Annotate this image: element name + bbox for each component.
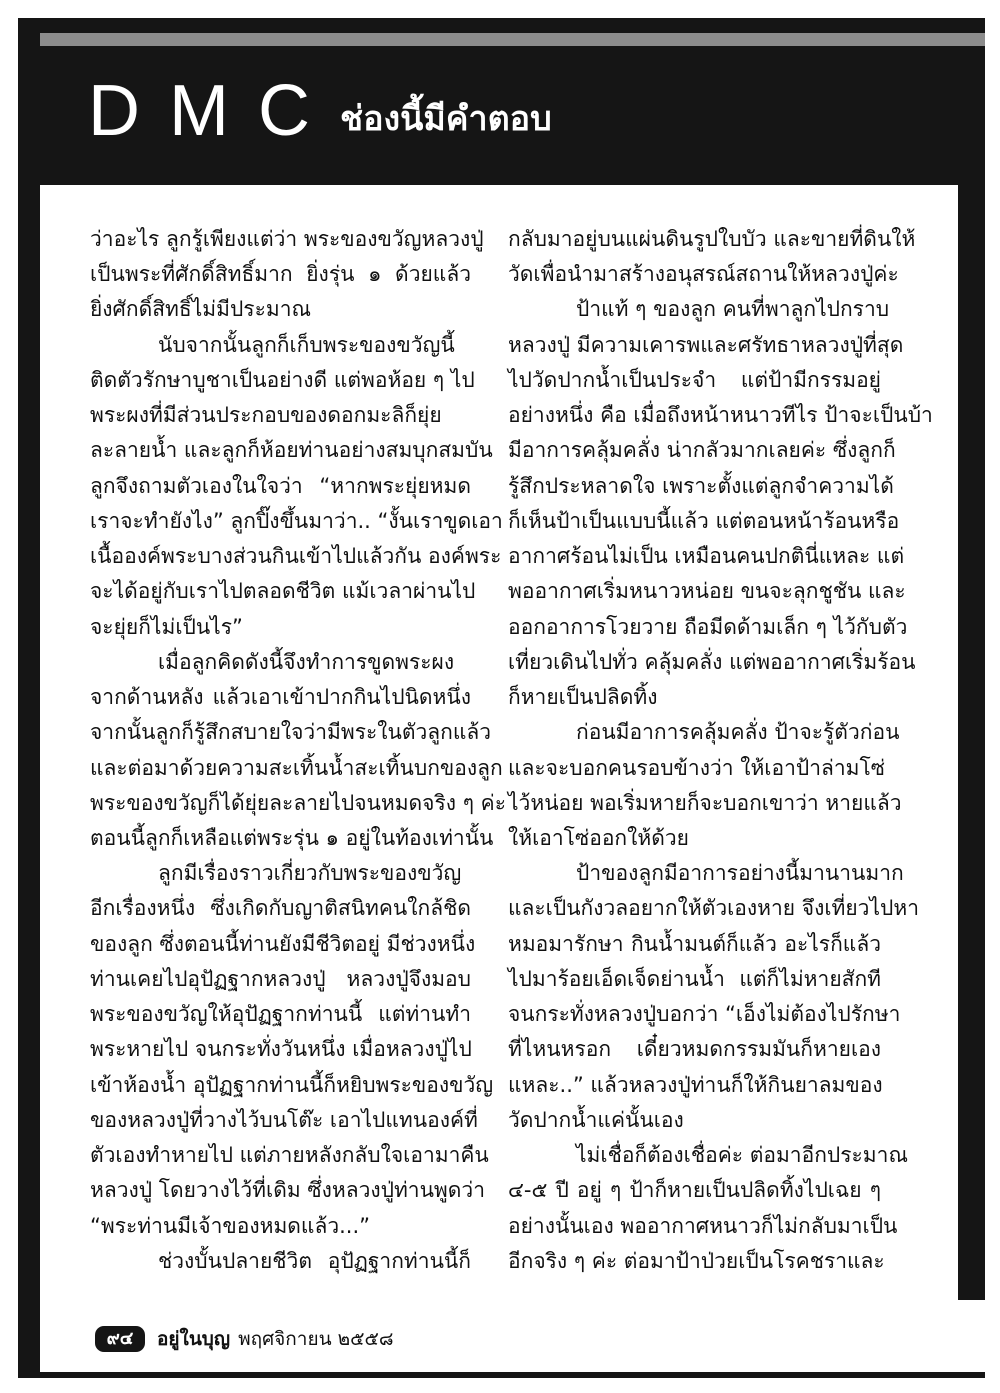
text-line: หลวงปู่ โดยวางไว้ที่เดิม ซึ่งหลวงปู่ท่านพูดว่า: [90, 1178, 486, 1203]
text-line: ไปวัดปากน้ำเป็นประจำ แต่ป้ามีกรรมอยู่: [508, 367, 881, 392]
text-line: รู้สึกประหลาดใจ เพราะตั้งแต่ลูกจำความได้: [508, 473, 894, 498]
text-line: ของลูก ซึ่งตอนนี้ท่านยังมีชีวิตอยู่ มีช่วงหนึ่ง: [90, 931, 476, 956]
article-column-left: [90, 222, 506, 1294]
text-line: และต่อมาด้วยความสะเทิ้นน้ำสะเทิ้นบกของลูก: [90, 755, 503, 780]
text-line: ตัวเองทำหายไป แต่ภายหลังกลับใจเอามาคืน: [90, 1143, 489, 1168]
text-line: เข้าห้องน้ำ อุปัฏฐากท่านนี้ก็หยิบพระของขวัญ: [90, 1072, 494, 1097]
page-number-badge: ๙๔: [95, 1326, 145, 1352]
article-column-right: [508, 222, 933, 1294]
text-line: ออกอาการโวยวาย ถือมีดด้ามเล็ก ๆ ไว้กับตัว: [508, 614, 908, 639]
text-line: ตอนนี้ลูกก็เหลือแต่พระรุ่น ๑ อยู่ในท้องเท่านั้น: [90, 825, 494, 850]
text-line: ว่าอะไร ลูกรู้เพียงแต่ว่า พระของขวัญหลวงปู่: [90, 227, 484, 251]
text-line: อย่างหนึ่ง คือ เมื่อถึงหน้าหนาวทีไร ป้าจะเป็นบ้า: [508, 403, 933, 428]
page-footer: [95, 1324, 394, 1354]
text-line: พระผงที่มีส่วนประกอบของดอกมะลิก็ยุ่ย: [90, 403, 442, 428]
text-line: “พระท่านมีเจ้าของหมดแล้ว...”: [90, 1213, 371, 1238]
text-line: พระของขวัญก็ได้ยุ่ยละลายไปจนหมดจริง ๆ ค่ะ: [90, 790, 506, 815]
section-subtitle: ช่องนี้มีคำตอบ: [340, 99, 552, 139]
text-line: พระหายไป จนกระทั่งวันหนึ่ง เมื่อหลวงปู่ไป: [90, 1037, 472, 1062]
text-line: หลวงปู่ มีความเคารพและศรัทธาหลวงปู่ที่สุด: [508, 332, 904, 357]
paragraph-first-line: นับจากนั้นลูกก็เก็บพระของขวัญนี้: [158, 332, 455, 357]
paragraph-first-line: ป้าของลูกมีอาการอย่างนี้มานานมาก: [576, 861, 904, 886]
issue-date: พฤศจิกายน ๒๕๕๘: [238, 1328, 394, 1350]
text-line: และเป็นกังวลอยากให้ตัวเองหาย จึงเที่ยวไปหา: [508, 896, 919, 921]
text-line: ๔-๕ ปี อยู่ ๆ ป้าก็หายเป็นปลิดทิ้งไปเฉย ๆ: [508, 1178, 881, 1203]
text-line: ของหลวงปู่ที่วางไว้บนโต๊ะ เอาไปแทนองค์ที่: [90, 1107, 478, 1132]
text-line: ไว้หน่อย พอเริ่มหายก็จะบอกเขาว่า หายแล้ว: [508, 790, 902, 815]
text-line: จนกระทั่งหลวงปู่บอกว่า “เอ็งไม่ต้องไปรักษา: [508, 1002, 901, 1027]
text-line: และจะบอกคนรอบข้างว่า ให้เอาป้าล่ามโซ่: [508, 755, 886, 780]
left-frame-strip: [18, 18, 40, 1378]
paragraph-first-line: ป้าแท้ ๆ ของลูก คนที่พาลูกไปกราบ: [576, 297, 890, 322]
magazine-name: อยู่ในบุญ: [157, 1328, 231, 1350]
section-title: D M C: [88, 71, 315, 151]
text-line: ละลายน้ำ และลูกก็ห้อยท่านอย่างสมบุกสมบัน: [90, 438, 493, 463]
text-line: พออากาศเริ่มหนาวหน่อย ขนจะลุกชูชัน และ: [508, 579, 906, 604]
text-line: ยิ่งศักดิ์สิทธิ์ไม่มีประมาณ: [90, 297, 311, 322]
text-line: อีกเรื่องหนึ่ง ซึ่งเกิดกับญาติสนิทคนใกล้ชิด: [90, 896, 471, 921]
text-line: จากด้านหลัง แล้วเอาเข้าปากกินไปนิดหนึ่ง: [90, 685, 471, 710]
paragraph-first-line: เมื่อลูกคิดดังนี้จึงทำการขูดพระผง: [158, 649, 455, 674]
text-line: วัดปากน้ำแค่นั้นเอง: [508, 1107, 684, 1132]
text-line: ไปมาร้อยเอ็ดเจ็ดย่านน้ำ แต่ก็ไม่หายสักที: [508, 966, 881, 991]
paragraph-first-line: ช่วงบั้นปลายชีวิต อุปัฏฐากท่านนี้ก็: [158, 1248, 471, 1273]
text-line: ก็หายเป็นปลิดทิ้ง: [508, 685, 658, 710]
text-line: อากาศร้อนไม่เป็น เหมือนคนปกตินี่แหละ แต่: [508, 544, 905, 569]
text-line: วัดเพื่อนำมาสร้างอนุสรณ์สถานให้หลวงปู่ค่ะ: [508, 262, 899, 287]
bottom-frame-line: [18, 1372, 985, 1378]
text-line: หมอมารักษา กินน้ำมนต์ก็แล้ว อะไรก็แล้ว: [508, 931, 881, 956]
text-line: ก็เห็นป้าเป็นแบบนี้แล้ว แต่ตอนหน้าร้อนหรือ: [508, 508, 900, 533]
text-line: จะได้อยู่กับเราไปตลอดชีวิต แม้เวลาผ่านไป: [90, 579, 476, 604]
right-frame-strip: [958, 18, 985, 1300]
text-line: ให้เอาโซ่ออกให้ด้วย: [508, 825, 689, 850]
text-line: ท่านเคยไปอุปัฏฐากหลวงปู่ หลวงปู่จึงมอบ: [90, 966, 471, 991]
paragraph-first-line: ลูกมีเรื่องราวเกี่ยวกับพระของขวัญ: [158, 861, 462, 886]
text-line: แหละ..” แล้วหลวงปู่ท่านก็ให้กินยาลมของ: [508, 1072, 883, 1097]
text-line: เป็นพระที่ศักดิ์สิทธิ์มาก ยิ่งรุ่น ๑ ด้วยแล้ว: [90, 262, 471, 287]
paragraph-first-line: ก่อนมีอาการคลุ้มคลั่ง ป้าจะรู้ตัวก่อน: [576, 720, 900, 745]
text-line: กลับมาอยู่บนแผ่นดินรูปใบบัว และขายที่ดินให้: [508, 227, 916, 251]
text-line: อย่างนั้นเอง พออากาศหนาวก็ไม่กลับมาเป็น: [508, 1213, 898, 1238]
header-accent-bar: [40, 33, 985, 46]
text-line: เที่ยวเดินไปทั่ว คลุ้มคลั่ง แต่พออากาศเริ่มร้อน: [508, 649, 916, 674]
text-line: ลูกจึงถามตัวเองในใจว่า “หากพระยุ่ยหมด: [90, 473, 471, 498]
text-line: จะยุ่ยก็ไม่เป็นไร”: [90, 614, 243, 639]
text-line: ที่ไหนหรอก เดี๋ยวหมดกรรมมันก็หายเอง: [508, 1037, 881, 1062]
text-line: มีอาการคลุ้มคลั่ง น่ากลัวมากเลยค่ะ ซึ่งลูกก็: [508, 438, 896, 463]
text-line: เนื้อองค์พระบางส่วนกินเข้าไปแล้วกัน องค์พระ: [90, 544, 502, 569]
text-line: เราจะทำยังไง” ลูกปิ๊งขึ้นมาว่า.. “งั้นเราขูดเอา: [90, 508, 503, 533]
text-line: อีกจริง ๆ ค่ะ ต่อมาป้าป่วยเป็นโรคชราและ: [508, 1248, 885, 1273]
text-line: พระของขวัญให้อุปัฏฐากท่านนี้ แต่ท่านทำ: [90, 1002, 471, 1027]
paragraph-first-line: ไม่เชื่อก็ต้องเชื่อค่ะ ต่อมาอีกประมาณ: [576, 1143, 908, 1168]
text-line: ติดตัวรักษาบูชาเป็นอย่างดี แต่พอห้อย ๆ ไป: [90, 367, 475, 392]
text-line: จากนั้นลูกก็รู้สึกสบายใจว่ามีพระในตัวลูกแล้ว: [90, 720, 492, 745]
